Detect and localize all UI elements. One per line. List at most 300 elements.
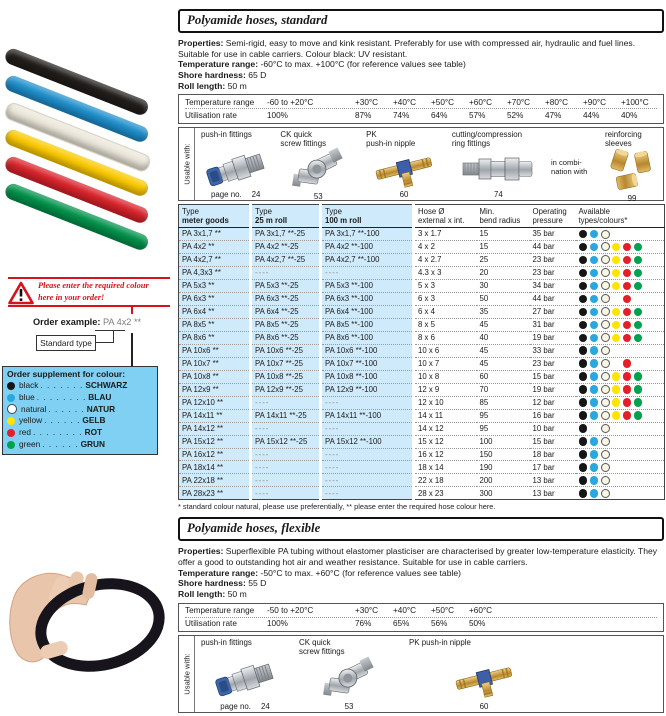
dot-slot: [601, 489, 612, 498]
blue-dot-icon: [590, 359, 599, 368]
dot-slot: [612, 372, 623, 381]
dot-slot: [634, 372, 645, 381]
black-dot-icon: [579, 372, 588, 381]
colour-legend-item: [7, 415, 153, 427]
colour-name: blue: [19, 391, 35, 402]
natural-dot-icon: [601, 333, 610, 342]
type-meter-goods: PA 14x12 **: [179, 422, 251, 435]
type-meter-goods: PA 12x10 **: [179, 396, 251, 409]
dot-slot: [612, 424, 623, 433]
min-bend-radius: 30: [477, 279, 530, 292]
hose-diameter: 16 x 12: [414, 448, 477, 461]
property-line: Properties: Semi-rigid, easy to move and kink resistant. Preferably for use with compressed air, hydraulic and fuel lines. Suitable for use in cable carriers. Colour black: UV resistant.: [178, 38, 636, 59]
hose-diameter: 28 x 23: [414, 487, 477, 500]
property-line: Temperature range: -60°C to max. +100°C (for reference values see table): [178, 59, 466, 70]
type-100m-roll: PA 4x2 **-100: [321, 241, 414, 254]
black-dot-icon: [579, 385, 588, 394]
colour-dots: [579, 424, 662, 433]
type-100m-roll: PA 3x1,7 **-100: [321, 228, 414, 241]
colour-dots: [579, 255, 662, 264]
dot-slot: [623, 489, 634, 498]
dot-slot: [634, 424, 645, 433]
leader-dots: . . . . . .: [44, 415, 81, 426]
red-dot-icon: [623, 295, 632, 304]
push-in-fitting-photo: [201, 656, 289, 702]
natural-dot-icon: [601, 359, 610, 368]
dot-slot: [601, 268, 612, 277]
operating-pressure: 10 bar: [530, 422, 576, 435]
black-dot-icon: [579, 295, 588, 304]
temperature-value: -60 to +20°C: [267, 97, 314, 107]
dot-slot: [612, 463, 623, 472]
dot-slot: [623, 294, 634, 303]
header-line2: pressure: [532, 215, 563, 225]
dot-slot: [579, 463, 590, 472]
cutting-ring-fitting-photo: [452, 148, 545, 190]
available-colours: [576, 448, 665, 461]
type-meter-goods: PA 18x14 **: [179, 461, 251, 474]
blue-dot-icon: [590, 411, 599, 420]
operating-pressure: 35 bar: [532, 229, 555, 239]
colour-dots: [579, 372, 662, 381]
fitting-name: CK quick screw fittings: [280, 129, 327, 148]
pk-tee-fitting-photo: [409, 656, 559, 702]
column-header: [530, 204, 576, 227]
yellow-dot-icon: [612, 243, 621, 252]
blue-dot-icon: [590, 463, 599, 472]
hose-table-row: [179, 344, 665, 357]
hose-table-row: [179, 241, 665, 254]
green-dot-icon: [634, 398, 643, 407]
black-dot-icon: [579, 282, 588, 291]
order-example-label: Order example:: [33, 317, 101, 327]
sleeves-fitting-photo: [605, 148, 659, 194]
operating-pressure: 15 bar: [530, 435, 576, 448]
natural-dot-icon: [601, 242, 610, 251]
yellow-dot-icon: [612, 334, 621, 343]
type-meter-goods: PA 3x1,7 **: [179, 228, 251, 241]
hose-table-row: [179, 357, 665, 370]
header-line1: Type: [182, 206, 199, 216]
colour-dots: [579, 463, 662, 472]
natural-dot-icon: [601, 346, 610, 355]
available-colours: [576, 396, 665, 409]
dot-slot: [634, 281, 645, 290]
colour-dots: [579, 476, 662, 485]
operating-pressure: 31 bar: [530, 318, 576, 331]
type-100m-roll: PA 15x12 **-100: [321, 435, 414, 448]
red-dot-icon: [623, 308, 632, 317]
column-header: [414, 204, 477, 227]
order-example: [33, 317, 141, 327]
dot-slot: [634, 307, 645, 316]
temperature-value: +90°C: [583, 97, 607, 107]
min-bend-radius: 70: [477, 383, 530, 396]
colour-legend-item: [7, 439, 153, 451]
dot-slot: [623, 385, 634, 394]
dot-slot: [623, 333, 634, 342]
colour-name: natural: [21, 403, 47, 414]
flexible-properties: [178, 546, 664, 599]
type-25m-roll: PA 10x6 **-25: [251, 344, 321, 357]
colour-code: SCHWARZ: [85, 380, 128, 390]
section-standard: [178, 9, 664, 511]
dot-slot: [579, 385, 590, 394]
black-dot-icon: [7, 382, 15, 390]
dot-slot: [623, 359, 634, 368]
page-number-value: 74: [494, 189, 503, 199]
temperature-value: +30°C: [355, 606, 379, 616]
fitting-page-number: [452, 190, 545, 199]
dot-slot: [612, 307, 623, 316]
header-line2: external x int.: [418, 215, 465, 225]
yellow-dot-icon: [612, 256, 621, 265]
dot-slot: [634, 437, 645, 446]
min-bend-radius: 50: [477, 292, 530, 305]
green-dot-icon: [634, 334, 643, 343]
black-dot-icon: [579, 411, 588, 420]
dot-slot: [579, 333, 590, 342]
yellow-dot-icon: [612, 372, 621, 381]
natural-dot-icon: [601, 230, 610, 239]
colour-dots: [579, 385, 662, 394]
type-meter-goods: PA 12x9 **: [179, 383, 251, 396]
black-dot-icon: [579, 256, 588, 265]
blue-dot-icon: [590, 269, 599, 278]
min-bend-radius: 85: [477, 396, 530, 409]
red-dot-icon: [623, 321, 632, 330]
warning-line1: Please enter the required colour: [38, 281, 149, 290]
red-dot-icon: [623, 243, 632, 252]
dot-slot: [601, 255, 612, 264]
colour-dots: [579, 281, 662, 290]
colour-code: BLAU: [88, 391, 112, 402]
header-line2: 100 m roll: [325, 215, 362, 225]
dot-slot: [601, 307, 612, 316]
operating-pressure: 18 bar: [530, 448, 576, 461]
colour-dots: [579, 437, 662, 446]
black-dot-icon: [579, 476, 588, 485]
black-dot-icon: [579, 230, 588, 239]
dot-slot: [601, 346, 612, 355]
ck-elbow-fitting-photo: [299, 656, 399, 702]
available-colours: [576, 435, 665, 448]
temperature-value: +80°C: [545, 97, 569, 107]
min-bend-radius: 15: [479, 229, 489, 239]
natural-dot-icon: [601, 281, 610, 290]
dot-slot: [601, 424, 612, 433]
dot-slot: [612, 320, 623, 329]
natural-dot-icon: [601, 411, 610, 420]
operating-pressure: 13 bar: [530, 487, 576, 500]
available-colours: [576, 305, 665, 318]
dot-slot: [590, 230, 601, 239]
type-100m-roll: PA 6x3 **-100: [321, 292, 414, 305]
dot-slot: [623, 320, 634, 329]
yellow-dot-icon: [612, 282, 621, 291]
type-100m-roll: ----: [321, 487, 414, 500]
dot-slot: [590, 411, 601, 420]
colour-dots: [579, 489, 662, 498]
fitting-page-number: [366, 190, 442, 199]
available-colours: [576, 344, 665, 357]
page-no-label: page no.: [220, 702, 251, 712]
available-colours: [576, 279, 665, 292]
temperature-value: 87%: [355, 111, 372, 121]
type-100m-roll: PA 8x5 **-100: [321, 318, 414, 331]
black-dot-icon: [579, 243, 588, 252]
type-meter-goods: PA 5x3 **: [179, 279, 251, 292]
hose-diameter: 10 x 6: [414, 344, 477, 357]
black-dot-icon: [579, 346, 588, 355]
dot-slot: [579, 437, 590, 446]
yellow-dot-icon: [612, 269, 621, 278]
black-dot-icon: [579, 437, 588, 446]
type-25m-roll: PA 10x8 **-25: [251, 370, 321, 383]
natural-dot-icon: [601, 476, 610, 485]
available-colours: [576, 241, 665, 254]
hose-diameter: 12 x 9: [414, 383, 477, 396]
dot-slot: [634, 320, 645, 329]
fitting-page-number: [605, 194, 659, 203]
temperature-value: 100%: [267, 619, 288, 629]
column-header: [251, 204, 321, 227]
property-line: Roll length: 50 m: [178, 80, 247, 91]
red-dot-icon: [623, 282, 632, 291]
dot-slot: [634, 230, 645, 239]
hose-diameter: 4 x 2: [414, 241, 477, 254]
natural-dot-icon: [601, 437, 610, 446]
available-colours: [576, 409, 665, 422]
leader-dots: . . . . . . .: [40, 380, 84, 390]
black-dot-icon: [579, 463, 588, 472]
property-label: Roll length:: [178, 80, 226, 91]
hose-table-row: [179, 318, 665, 331]
fitting-page-number: [409, 702, 559, 711]
type-meter-goods: PA 4x2,7 **: [179, 253, 251, 266]
hose-diameter: 10 x 7: [414, 357, 477, 370]
usable-with-side-label: [179, 128, 195, 200]
natural-dot-icon: [601, 385, 610, 394]
dot-slot: [579, 281, 590, 290]
type-100m-roll: PA 8x6 **-100: [321, 331, 414, 344]
hose-table-row: [179, 461, 665, 474]
type-meter-goods: PA 15x12 **: [179, 435, 251, 448]
type-100m-roll: PA 14x11 **-100: [321, 409, 414, 422]
min-bend-radius: 25: [477, 253, 530, 266]
property-line: Shore hardness: 55 D: [178, 578, 267, 589]
green-dot-icon: [7, 441, 15, 449]
header-line1: Min.: [479, 206, 495, 216]
standard-properties: [178, 38, 664, 91]
green-dot-icon: [634, 372, 643, 381]
dot-slot: [590, 424, 601, 433]
dot-slot: [579, 359, 590, 368]
dot-slot: [634, 268, 645, 277]
red-dot-icon: [623, 256, 632, 265]
hose-table-row: [179, 253, 665, 266]
natural-dot-icon: [7, 404, 17, 414]
connector-line: [94, 342, 114, 343]
green-dot-icon: [634, 411, 643, 420]
temperature-row-label: Temperature range: [185, 606, 255, 616]
dot-slot: [634, 489, 645, 498]
dot-slot: [579, 411, 590, 420]
dot-slot: [590, 255, 601, 264]
dot-slot: [623, 450, 634, 459]
property-line: Temperature range: -50°C to max. +60°C (for reference values see table): [178, 567, 462, 578]
type-25m-roll: PA 4x2 **-25: [251, 241, 321, 254]
hose-table-row: [179, 396, 665, 409]
natural-dot-icon: [601, 294, 610, 303]
dot-slot: [579, 230, 590, 239]
temperature-table-row: [185, 617, 657, 630]
temperature-row-label: Utilisation rate: [185, 111, 237, 121]
type-meter-goods: PA 16x12 **: [179, 448, 251, 461]
dot-slot: [601, 333, 612, 342]
available-colours: [576, 266, 665, 279]
hose-diameter: 15 x 12: [414, 435, 477, 448]
dot-slot: [612, 359, 623, 368]
warning-line2: here in your order!: [38, 293, 105, 303]
dot-slot: [601, 437, 612, 446]
type-25m-roll: PA 15x12 **-25: [251, 435, 321, 448]
temperature-value: +50°C: [431, 606, 455, 616]
header-line2: types/colours*: [578, 215, 628, 225]
dot-slot: [601, 242, 612, 251]
temperature-value: +100°C: [621, 97, 649, 107]
usable-with-side-label: [179, 636, 195, 712]
header-line2: meter goods: [182, 215, 229, 225]
dot-slot: [634, 450, 645, 459]
dot-slot: [590, 437, 601, 446]
standard-type-label: Standard type: [40, 338, 92, 348]
dot-slot: [579, 268, 590, 277]
red-dot-icon: [623, 372, 632, 381]
dot-slot: [634, 359, 645, 368]
hose-diameter: 14 x 12: [414, 422, 477, 435]
temperature-value: 57%: [469, 111, 486, 121]
dot-slot: [590, 372, 601, 381]
leader-dots: . . . . . . . .: [36, 391, 87, 402]
colour-dots: [579, 320, 662, 329]
colour-dots: [579, 294, 662, 303]
natural-dot-icon: [601, 320, 610, 329]
black-dot-icon: [579, 424, 588, 433]
header-line1: Available: [578, 206, 610, 216]
type-100m-roll: PA 10x6 **-100: [321, 344, 414, 357]
temperature-value: 52%: [507, 111, 524, 121]
header-line2: bend radius: [479, 215, 521, 225]
usable-with-label-text: Usable with:: [182, 142, 191, 185]
pk-tee-fitting-photo: [366, 148, 442, 190]
hose-table-row: [179, 448, 665, 461]
fitting-page-number: [299, 702, 399, 711]
black-dot-icon: [579, 334, 588, 343]
type-25m-roll: ----: [251, 396, 321, 409]
page-no-label: page no.: [210, 189, 242, 199]
type-25m-roll: PA 4x2,7 **-25: [251, 253, 321, 266]
hose-table-row: [179, 331, 665, 344]
page-number-value: 60: [479, 702, 489, 712]
dot-slot: [590, 281, 601, 290]
type-100m-roll: PA 6x4 **-100: [321, 305, 414, 318]
colour-name: red: [19, 427, 31, 438]
type-25m-roll: PA 3x1,7 **-25: [251, 228, 321, 241]
property-label: Temperature range:: [178, 59, 259, 70]
min-bend-radius: 35: [477, 305, 530, 318]
hose-diameter: 22 x 18: [414, 474, 477, 487]
hose-diameter: 18 x 14: [414, 461, 477, 474]
blue-dot-icon: [590, 334, 599, 343]
property-line: Roll length: 50 m: [178, 589, 247, 599]
push-in-fitting-photo: [201, 148, 270, 190]
dot-slot: [623, 411, 634, 420]
min-bend-radius: 45: [477, 344, 530, 357]
green-dot-icon: [634, 385, 643, 394]
dot-slot: [623, 372, 634, 381]
available-colours: [576, 370, 665, 383]
natural-dot-icon: [601, 398, 610, 407]
dot-slot: [623, 463, 634, 472]
blue-dot-icon: [590, 282, 599, 291]
type-100m-roll: ----: [321, 422, 414, 435]
property-label: Shore hardness:: [178, 69, 246, 80]
dot-slot: [612, 385, 623, 394]
green-dot-icon: [634, 243, 643, 252]
colour-dots: [579, 398, 662, 407]
dot-slot: [590, 476, 601, 485]
hose-table-row: [179, 279, 665, 292]
dot-slot: [590, 359, 601, 368]
order-supplement-items: [7, 380, 153, 451]
type-meter-goods: PA 28x23 **: [179, 487, 251, 500]
dot-slot: [612, 450, 623, 459]
header-line1: Operating: [532, 206, 567, 216]
blue-dot-icon: [590, 321, 599, 330]
temperature-value: +60°C: [469, 606, 493, 616]
dot-slot: [590, 385, 601, 394]
colour-legend-item: [7, 392, 153, 404]
dot-slot: [612, 281, 623, 290]
page-number-value: 60: [399, 189, 409, 199]
page-number-value: 53: [313, 191, 323, 201]
natural-dot-icon: [601, 489, 610, 498]
dot-slot: [612, 294, 623, 303]
temperature-value: +50°C: [431, 97, 455, 107]
operating-pressure: 27 bar: [530, 305, 576, 318]
hose-table-row: [179, 383, 665, 396]
min-bend-radius: 200: [477, 474, 530, 487]
colour-dots: [579, 359, 662, 368]
black-dot-icon: [579, 269, 588, 278]
fitting-ck-elbow: [293, 636, 403, 712]
blue-dot-icon: [7, 394, 15, 402]
type-100m-roll: PA 10x7 **-100: [321, 357, 414, 370]
column-header: [321, 204, 414, 227]
dot-slot: [623, 437, 634, 446]
fitting-name: push-in fittings: [201, 129, 252, 139]
operating-pressure: 12 bar: [530, 396, 576, 409]
table-footnote: * standard colour natural, please use preferentially, ** please enter the required hose colour here.: [178, 502, 496, 512]
warning-text: [38, 280, 149, 304]
section-flexible-title: Polyamide hoses, flexible: [178, 517, 664, 541]
dot-slot: [590, 242, 601, 251]
fitting-name: push-in fittings: [201, 638, 252, 648]
dot-slot: [623, 242, 634, 251]
column-header: [477, 204, 530, 227]
natural-dot-icon: [601, 307, 610, 316]
